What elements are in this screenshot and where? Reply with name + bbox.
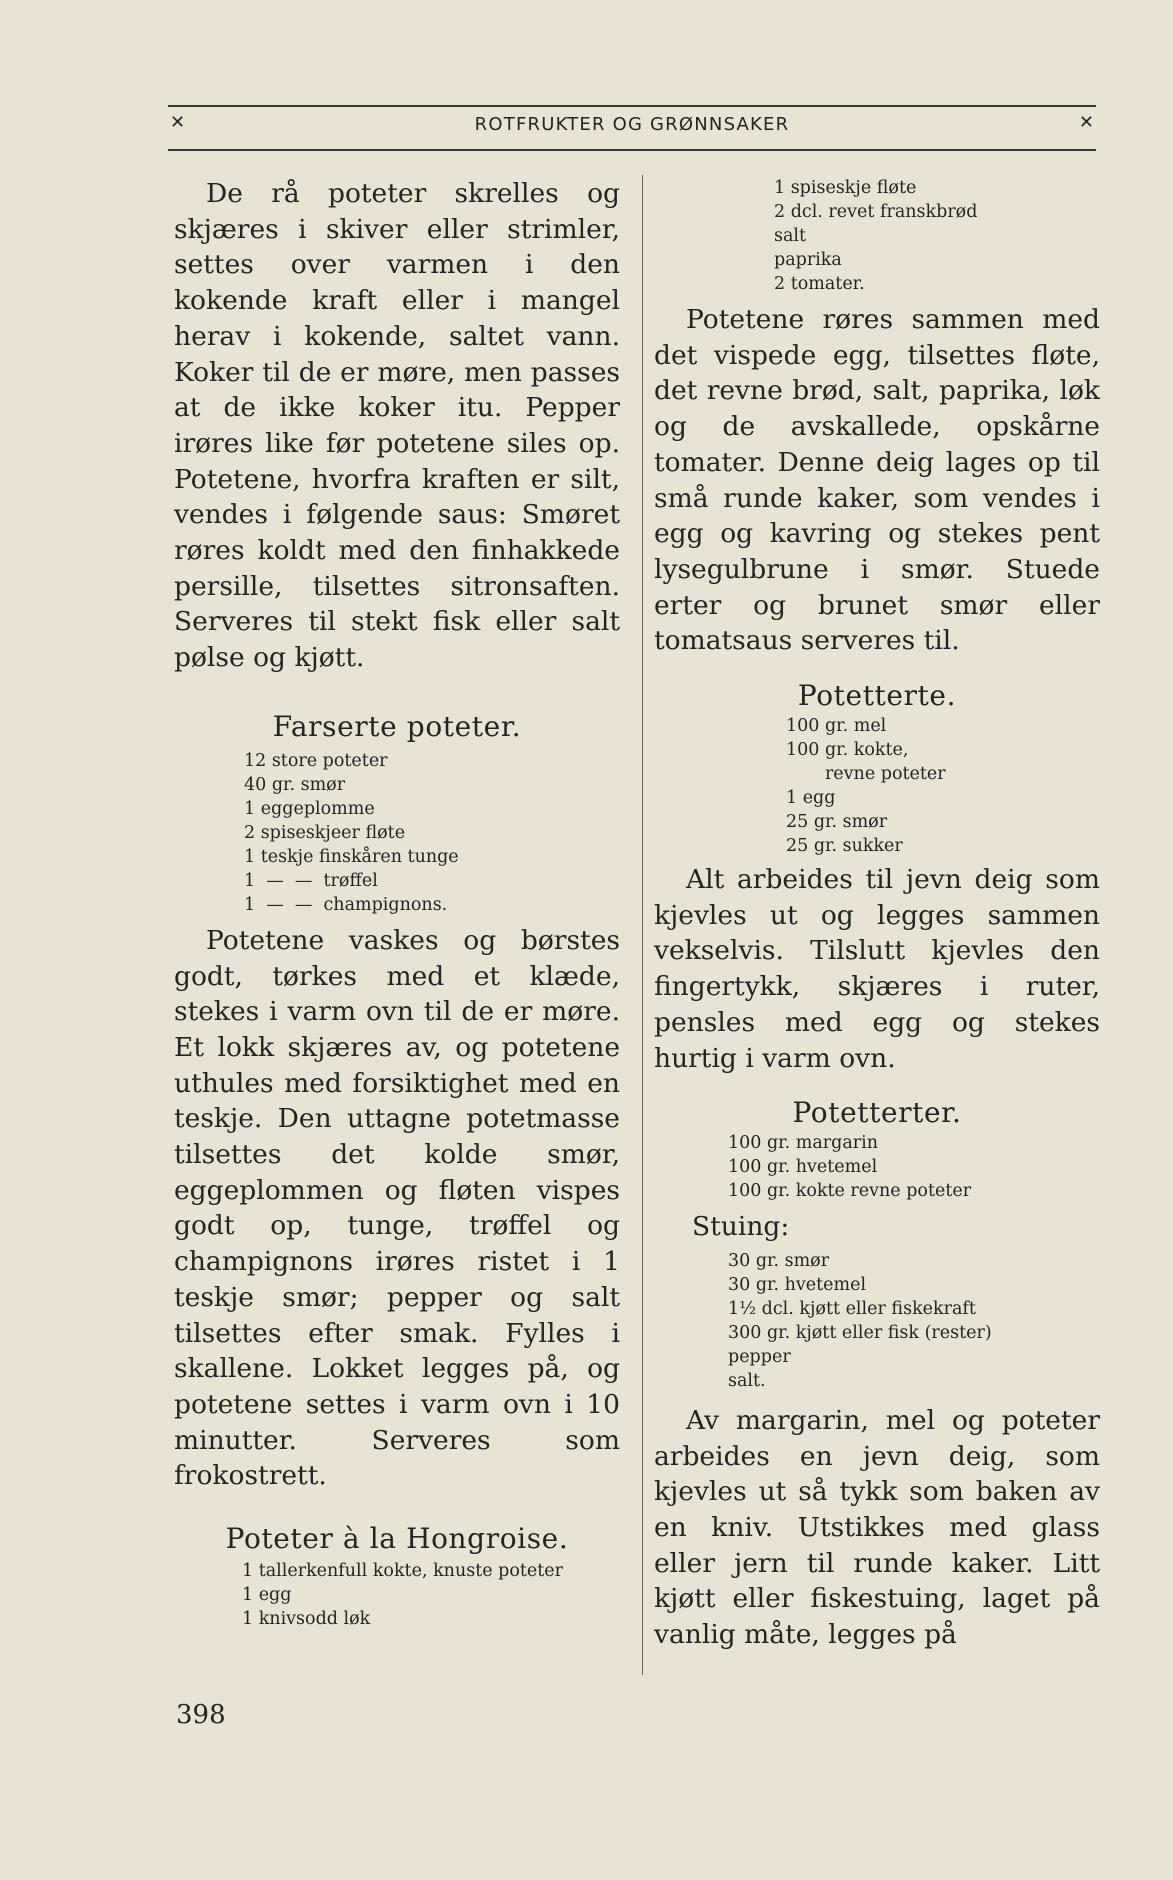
ingredient-item: 30 gr. hvetemel (728, 1274, 867, 1295)
recipe-body-potetterte: Alt arbeides til jevn deig som kjevles ut og legges sammen vekselvis. Tilslutt kjevles den fingertykk, skjæres i ruter, pensles med egg og stekes hurtig i varm ovn. (654, 864, 1100, 1074)
ingredient-item: 1 knivsodd løk (242, 1609, 371, 1630)
ingredient-item: 1 egg (786, 788, 836, 809)
ingredient-item: 1 — — champignons. (244, 894, 448, 915)
ingredient-list-stuing (728, 1249, 1100, 1393)
ingredient-item: 25 gr. sukker (786, 836, 903, 857)
ingredient-item: paprika (774, 250, 842, 270)
ingredient-item: 100 gr. kokte revne poteter (728, 1181, 972, 1202)
right-column (654, 176, 1100, 1653)
ingredient-item: 100 gr. mel (786, 716, 887, 737)
header-ornament-left-icon: ✕ (170, 112, 186, 133)
ingredient-item: 2 tomater. (774, 274, 865, 294)
header-ornament-right-icon: ✕ (1078, 112, 1094, 133)
ingredient-item: pepper (728, 1346, 791, 1367)
ingredient-item: 2 dcl. revet franskbrød (774, 202, 978, 222)
running-header-title: ROTFRUKTER OG GRØNNSAKER (474, 114, 790, 135)
ingredient-item: 25 gr. smør (786, 812, 888, 833)
header-rule-bottom (168, 149, 1096, 151)
ingredient-item: 12 store poteter (244, 750, 388, 771)
running-header (168, 110, 1096, 146)
ingredient-item: 2 spiseskjeer fløte (244, 822, 406, 843)
recipe-body-hongroise: Potetene røres sammen med det vispede egg, tilsettes fløte, det revne brød, salt, paprika, løk og de avskallede, opskårne tomater. Denne deig lages op til små runde kaker, som vendes i egg og kavring og stekes pent lysegulbrune i smør. Stuede erter og brunet smør eller tomatsaus serveres til. (654, 304, 1100, 657)
recipe-body-farserte: Potetene vaskes og børstes godt, tørkes med et klæde, stekes i varm ovn til de er møre. Et lokk skjæres av, og potetene uthules med forsiktighet med en teskje. Den uttagne potetmasse tilsettes det kolde smør, eggeplommen og fløten vispes godt op, tunge, trøffel og champignons irøres ristet i 1 teskje smør; pepper og salt tilsettes efter smak. Fylles i skallene. Lokket legges på, og potetene settes i varm ovn i 10 minutter. Serveres som frokostrett. (174, 924, 620, 1492)
ingredient-item: salt (774, 226, 807, 246)
ingredient-item: 100 gr. kokte, (786, 740, 909, 761)
ingredient-item: salt. (728, 1370, 766, 1391)
ingredient-item: 100 gr. hvetemel (728, 1157, 878, 1178)
ingredient-item: 1½ dcl. kjøtt eller fiskekraft (728, 1298, 976, 1319)
recipe-body-potetterter: Av margarin, mel og poteter arbeides en jevn deig, som kjevles ut så tykk som baken av en kniv. Utstikkes med glass eller jern til runde kaker. Litt kjøtt eller fiskestuing, laget på vanlig måte, legges på (654, 1404, 1100, 1651)
ingredient-item: 30 gr. smør (728, 1250, 830, 1271)
recipe-title-potetterte: Potetterte. (797, 679, 957, 713)
ingredient-list-farserte (244, 749, 620, 917)
ingredient-item: 300 gr. kjøtt eller fisk (rester) (728, 1322, 992, 1343)
ingredient-item: 1 egg (242, 1585, 292, 1606)
ingredient-item: 1 tallerkenfull kokte, knuste poteter (242, 1561, 564, 1582)
ingredient-item: revne poteter (786, 764, 946, 785)
recipe-title-potetterter: Potetterter. (792, 1096, 962, 1130)
ingredient-list-hongroise-cont (774, 176, 1100, 296)
ingredient-item: 1 teskje finskåren tunge (244, 846, 459, 867)
header-rule-top (168, 105, 1096, 107)
left-column (174, 176, 620, 1631)
intro-paragraph: De rå poteter skrelles og skjæres i skiver eller strimler, settes over varmen i den kokende kraft eller i mangel herav i kokende, saltet vann. Koker til de er møre, men passes at de ikke koker itu. Pepper irøres like før potetene siles op. Potetene, hvorfra kraften er silt, vendes i følgende saus: Smøret røres koldt med den finhakkede persille, tilsettes sitronsaften. Serveres til stekt fisk eller salt pølse og kjøtt. (174, 178, 620, 674)
ingredient-item: 40 gr. smør (244, 774, 346, 795)
column-divider (642, 175, 643, 1675)
ingredient-list-potetterte (786, 714, 1100, 858)
ingredient-item: 1 spiseskje fløte (774, 178, 917, 198)
stuing-label: Stuing: (692, 1211, 790, 1243)
recipe-title-farserte: Farserte poteter. (272, 709, 522, 743)
ingredient-item: 1 — — trøffel (244, 870, 378, 891)
ingredient-list-hongroise (242, 1559, 620, 1631)
ingredient-item: 1 eggeplomme (244, 798, 375, 819)
ingredient-item: 100 gr. margarin (728, 1133, 878, 1154)
ingredient-list-potetterter (728, 1131, 1100, 1203)
recipe-title-hongroise: Poteter à la Hongroise. (225, 1522, 569, 1556)
page-number: 398 (176, 1700, 226, 1730)
